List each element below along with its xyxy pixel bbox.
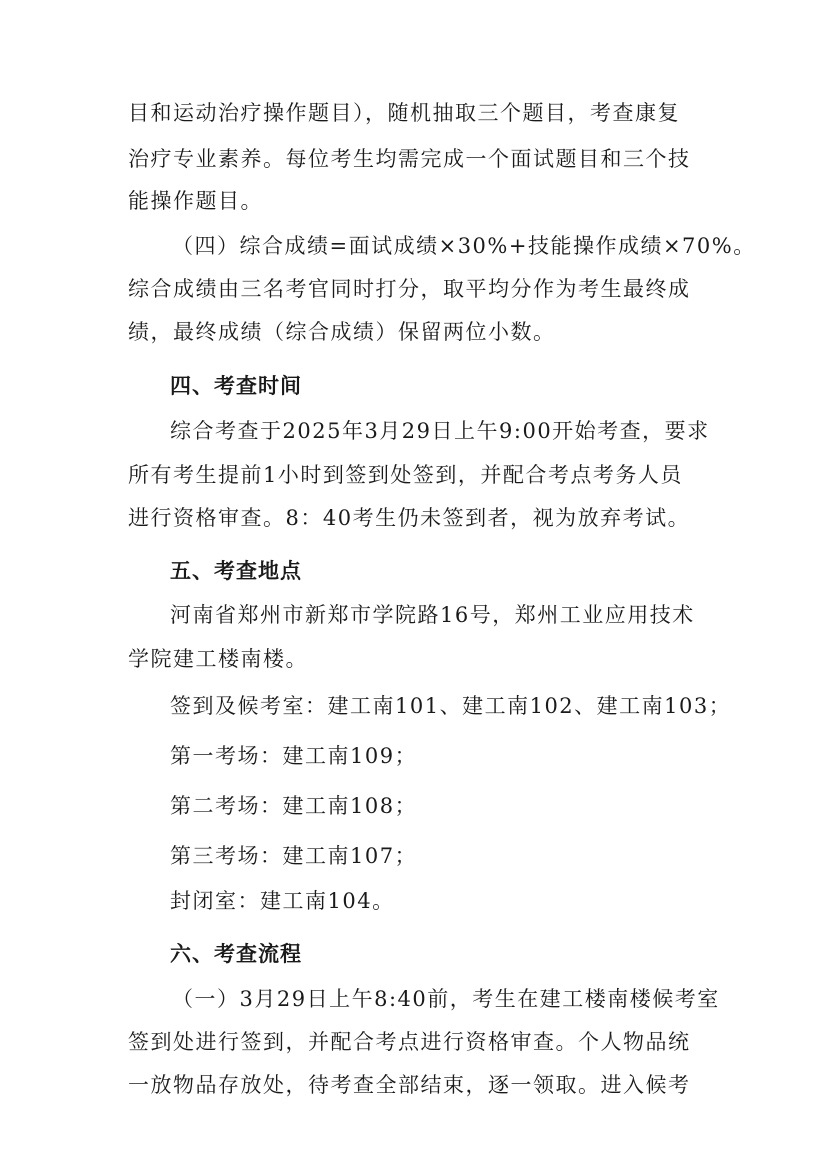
body-text-line: 所有考生提前1小时到签到处签到，并配合考点考务人员 xyxy=(128,463,683,487)
body-text-line: 一放物品存放处，待考查全部结束，逐一领取。进入候考 xyxy=(128,1073,691,1097)
body-text-line: 能操作题目。 xyxy=(128,189,263,213)
body-text-line: 目和运动治疗操作题目），随机抽取三个题目，考查康复 xyxy=(128,101,680,125)
body-text-line: 综合成绩由三名考官同时打分，取平均分作为考生最终成 xyxy=(128,277,691,301)
body-text-line: 绩，最终成绩（综合成绩）保留两位小数。 xyxy=(128,320,556,344)
body-text-line: 治疗专业素养。每位考生均需完成一个面试题目和三个技 xyxy=(128,147,691,171)
body-text-line: （四）综合成绩=面试成绩×30%+技能操作成绩×70%。 xyxy=(172,234,756,258)
exam-room-1-text: 第一考场：建工南109； xyxy=(170,744,418,768)
sealed-room-text: 封闭室：建工南104。 xyxy=(170,889,395,913)
body-text-line: 进行资格审查。8：40考生仍未签到者，视为放弃考试。 xyxy=(128,506,691,530)
body-text-line: 学院建工楼南楼。 xyxy=(128,647,308,671)
body-text-line: 河南省郑州市新郑市学院路16号，郑州工业应用技术 xyxy=(170,603,695,627)
body-text-line: 综合考查于2025年3月29日上午9:00开始考查，要求 xyxy=(170,419,710,443)
body-text-line: 签到处进行签到，并配合考点进行资格审查。个人物品统 xyxy=(128,1030,691,1054)
signin-room-text: 签到及候考室：建工南101、建工南102、建工南103； xyxy=(170,694,732,718)
exam-room-2-text: 第二考场：建工南108； xyxy=(170,794,418,818)
body-text-line: （一）3月29日上午8:40前，考生在建工楼南楼候考室 xyxy=(172,987,720,1011)
section-heading-time: 四、考查时间 xyxy=(170,374,302,398)
section-heading-process: 六、考查流程 xyxy=(170,942,302,966)
exam-room-3-text: 第三考场：建工南107； xyxy=(170,844,418,868)
section-heading-place: 五、考查地点 xyxy=(170,559,302,583)
